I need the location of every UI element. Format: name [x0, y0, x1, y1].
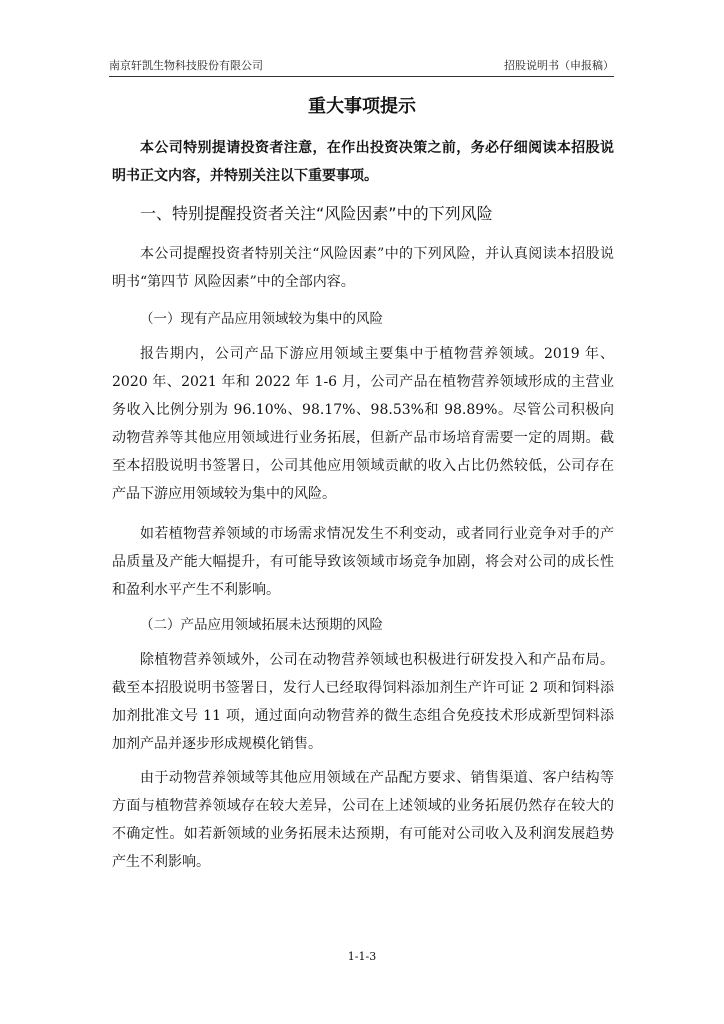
subsection-1-paragraph-1: 报告期内，公司产品下游应用领域主要集中于植物营养领域。2019 年、2020 年、2021 年和 2022 年 1-6 月，公司产品在植物营养领域形成的主营业务收入比例分别为 96.10%、98.17%、98.53%和 98.89%。尽管公司积极向动物营养等其他应用领域进行业务拓展，但新产品市场培育需要一定的周期。截至本招股说明书签署日，公司其他应用领域贡献的收入占比仍然较低，公司存在产品下游应用领域较为集中的风险。	[112, 346, 614, 502]
subsection-2-paragraph-1: 除植物营养领域外，公司在动物营养领域也积极进行研发投入和产品布局。截至本招股说明书签署日，发行人已经取得饲料添加剂生产许可证 2 项和饲料添加剂批准文号 11 项，通过面向动物营养的微生态组合免疫技术形成新型饲料添加剂产品并逐步形成规模化销售。	[112, 652, 614, 752]
subsection-1-paragraph-2: 如若植物营养领域的市场需求情况发生不利变动，或者同行业竞争对手的产品质量及产能大幅提升，有可能导致该领域市场竞争加剧，将会对公司的成长性和盈利水平产生不利影响。	[112, 526, 614, 598]
page-header	[109, 58, 614, 77]
company-name: 南京轩凯生物科技股份有限公司	[109, 59, 263, 72]
document-type: 招股说明书（申报稿）	[504, 59, 614, 72]
subsection-1-heading: （一）现有产品应用领域较为集中的风险	[140, 311, 383, 327]
page-title: 重大事项提示	[308, 96, 416, 117]
intro-paragraph: 本公司特别提请投资者注意，在作出投资决策之前，务必仔细阅读本招股说明书正文内容，并特别关注以下重要事项。	[112, 140, 614, 184]
section-1-heading: 一、特别提醒投资者关注“风险因素”中的下列风险	[140, 204, 493, 223]
subsection-2-paragraph-2: 由于动物营养领域等其他应用领域在产品配方要求、销售渠道、客户结构等方面与植物营养领域存在较大差异，公司在上述领域的业务拓展仍然存在较大的不确定性。如若新领域的业务拓展未达预期，有可能对公司收入及利润发展趋势产生不利影响。	[112, 770, 614, 870]
page-number: 1-1-3	[347, 950, 377, 963]
section-1-intro: 本公司提醒投资者特别关注“风险因素”中的下列风险，并认真阅读本招股说明书“第四节 风险因素”中的全部内容。	[112, 246, 614, 290]
subsection-2-heading: （二）产品应用领域拓展未达预期的风险	[140, 617, 383, 633]
